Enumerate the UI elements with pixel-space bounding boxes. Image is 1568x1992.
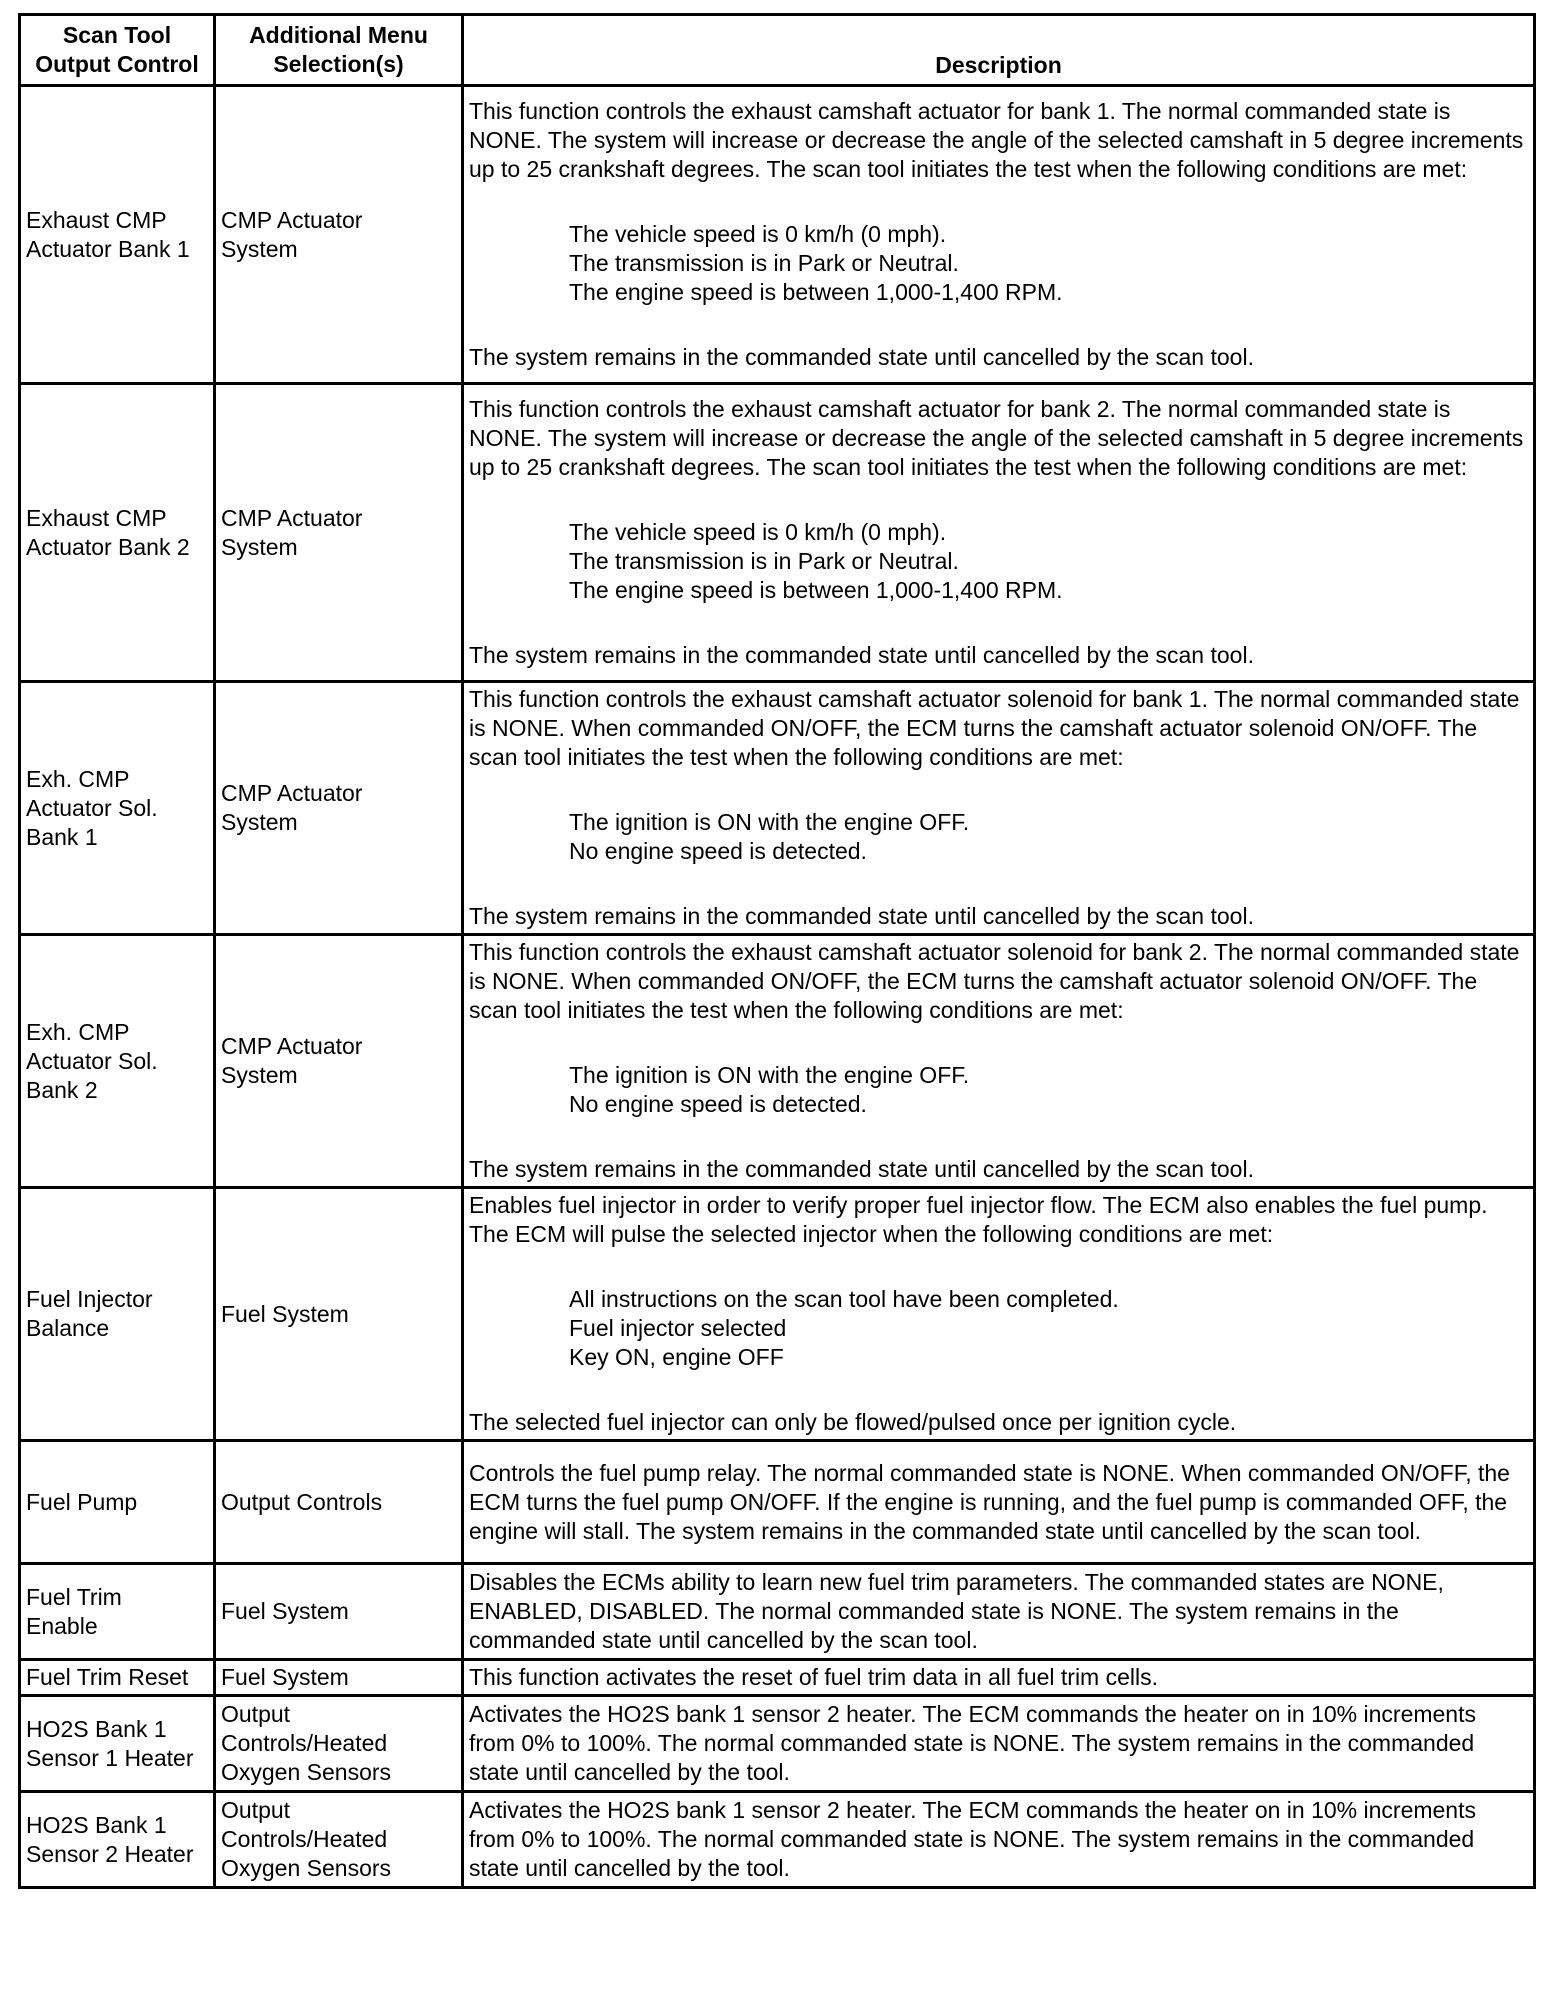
closing-note: The system remains in the commanded state until cancelled by the scan tool. — [469, 1156, 1254, 1182]
description-text: Activates the HO2S bank 1 sensor 2 heater. The ECM commands the heater on in 10% increments from 0% to 100%. The normal commanded state is NONE. The system remains in the commanded state until cancelled by the tool. — [469, 1701, 1476, 1785]
output-control-label-line: Bank 1 — [26, 823, 98, 850]
output-control-label-line: Fuel Injector — [26, 1286, 153, 1312]
conditions-list — [469, 518, 1528, 605]
conditions-list — [469, 220, 1528, 307]
description-cell — [463, 1441, 1535, 1564]
output-control-label-line: Bank 2 — [26, 1076, 98, 1103]
condition-item: The transmission is in Park or Neutral. — [569, 548, 959, 574]
condition-item: Key ON, engine OFF — [569, 1344, 784, 1370]
description-text: Activates the HO2S bank 1 sensor 2 heater. The ECM commands the heater on in 10% increments from 0% to 100%. The normal commanded state is NONE. The system remains in the commanded state until cancelled by the tool. — [469, 1797, 1476, 1881]
menu-selection-label-line: CMP Actuator — [221, 206, 363, 233]
output-control-cell — [20, 935, 215, 1188]
description-text: Enables fuel injector in order to verify proper fuel injector flow. The ECM also enables the fuel pump. The ECM will pulse the selected injector when the following conditions are met: — [469, 1192, 1488, 1247]
header-scan-tool-output-control: Scan Tool Output Control — [20, 15, 215, 86]
output-control-cell — [20, 1564, 215, 1660]
menu-selection-label-line: Controls/Heated — [221, 1826, 388, 1852]
output-control-label-line: Sensor 1 Heater — [26, 1744, 194, 1771]
menu-selection-label-line: System — [221, 1062, 298, 1088]
closing-note: The system remains in the commanded state until cancelled by the scan tool. — [469, 344, 1254, 370]
output-control-label-line: Exh. CMP — [26, 765, 130, 792]
description-cell — [463, 1564, 1535, 1660]
table-row — [20, 1696, 1535, 1792]
description-cell — [463, 935, 1535, 1188]
condition-item: No engine speed is detected. — [569, 1091, 867, 1117]
menu-selection-label-line: Fuel System — [221, 1300, 349, 1327]
menu-selection-label-line: Output — [221, 1797, 291, 1823]
description-text: Controls the fuel pump relay. The normal commanded state is NONE. When commanded ON/OFF, the ECM turns the fuel pump ON/OFF. If the engine is running, and the fuel pump is commanded OFF, the engine will stall. The system remains in the commanded state until cancelled by the scan tool. — [469, 1459, 1510, 1544]
table-row — [20, 1441, 1535, 1564]
description-cell — [463, 1660, 1535, 1696]
header-additional-menu-selections: Additional Menu Selection(s) — [215, 15, 463, 86]
menu-selection-cell — [215, 86, 463, 384]
description-text: This function controls the exhaust camshaft actuator for bank 1. The normal commanded state is NONE. The system will increase or decrease the angle of the selected camshaft in 5 degree increments up to 25 crankshaft degrees. The scan tool initiates the test when the following conditions are met: — [469, 98, 1524, 182]
menu-selection-label-line: Fuel System — [221, 1598, 349, 1624]
closing-note: The selected fuel injector can only be flowed/pulsed once per ignition cycle. — [469, 1409, 1237, 1435]
menu-selection-cell — [215, 1792, 463, 1888]
description-cell — [463, 682, 1535, 935]
output-control-label-line: Fuel Trim — [26, 1583, 122, 1610]
condition-item: The ignition is ON with the engine OFF. — [569, 809, 970, 835]
output-control-cell — [20, 1441, 215, 1564]
header-row — [20, 15, 1535, 86]
table-row — [20, 86, 1535, 384]
condition-item: All instructions on the scan tool have been completed. — [569, 1286, 1119, 1312]
output-control-label-line: Actuator Sol. — [26, 1047, 158, 1074]
menu-selection-label-line: Fuel System — [221, 1664, 349, 1690]
output-control-cell — [20, 1188, 215, 1441]
conditions-list — [469, 1061, 1528, 1119]
output-control-label-line: HO2S Bank 1 — [26, 1811, 167, 1838]
menu-selection-cell — [215, 384, 463, 682]
condition-item: The transmission is in Park or Neutral. — [569, 250, 959, 276]
menu-selection-label-line: Output — [221, 1701, 291, 1727]
description-text: Disables the ECMs ability to learn new fuel trim parameters. The commanded states are NONE, ENABLED, DISABLED. The normal commanded state is NONE. The system remains in the commanded state until cancelled by the scan tool. — [469, 1569, 1444, 1653]
menu-selection-cell — [215, 1696, 463, 1792]
table-row — [20, 1660, 1535, 1696]
menu-selection-label-line: System — [221, 533, 298, 560]
description-text: This function controls the exhaust camshaft actuator solenoid for bank 2. The normal commanded state is NONE. When commanded ON/OFF, the ECM turns the camshaft actuator solenoid ON/OFF. The scan tool initiates the test when the following conditions are met: — [469, 939, 1520, 1023]
closing-note: The system remains in the commanded state until cancelled by the scan tool. — [469, 903, 1254, 929]
menu-selection-label-line: Controls/Heated — [221, 1730, 388, 1756]
table-body — [20, 86, 1535, 1888]
menu-selection-label-line: Oxygen Sensors — [221, 1759, 392, 1785]
output-control-label-line: Sensor 2 Heater — [26, 1840, 194, 1867]
table-row — [20, 935, 1535, 1188]
menu-selection-label-line: CMP Actuator — [221, 1033, 363, 1059]
output-control-label-line: Fuel Trim Reset — [26, 1664, 189, 1690]
menu-selection-cell — [215, 1660, 463, 1696]
menu-selection-cell — [215, 682, 463, 935]
output-control-label-line: Actuator Bank 2 — [26, 533, 190, 560]
output-control-label-line: Exhaust CMP — [26, 206, 167, 233]
condition-item: Fuel injector selected — [569, 1315, 787, 1341]
menu-selection-cell — [215, 1564, 463, 1660]
description-text: This function activates the reset of fuel trim data in all fuel trim cells. — [469, 1664, 1159, 1690]
output-control-cell — [20, 682, 215, 935]
description-cell — [463, 384, 1535, 682]
menu-selection-cell — [215, 935, 463, 1188]
output-control-cell — [20, 1792, 215, 1888]
output-control-cell — [20, 86, 215, 384]
menu-selection-label-line: System — [221, 809, 298, 835]
menu-selection-label-line: System — [221, 235, 298, 262]
description-cell — [463, 1792, 1535, 1888]
scan-tool-output-controls-table — [18, 13, 1536, 1889]
output-control-label-line: Enable — [26, 1612, 98, 1639]
description-cell — [463, 1188, 1535, 1441]
menu-selection-cell — [215, 1441, 463, 1564]
table-row — [20, 682, 1535, 935]
conditions-list — [469, 808, 1528, 866]
output-control-label-line: Actuator Bank 1 — [26, 235, 190, 262]
table-row — [20, 1564, 1535, 1660]
output-control-label-line: Actuator Sol. — [26, 794, 158, 821]
description-text: This function controls the exhaust camshaft actuator for bank 2. The normal commanded state is NONE. The system will increase or decrease the angle of the selected camshaft in 5 degree increments up to 25 crankshaft degrees. The scan tool initiates the test when the following conditions are met: — [469, 396, 1524, 480]
condition-item: No engine speed is detected. — [569, 838, 867, 864]
description-cell — [463, 1696, 1535, 1792]
table-row — [20, 1792, 1535, 1888]
table-row — [20, 384, 1535, 682]
menu-selection-label-line: Oxygen Sensors — [221, 1855, 392, 1881]
condition-item: The ignition is ON with the engine OFF. — [569, 1062, 970, 1088]
output-control-label-line: HO2S Bank 1 — [26, 1715, 167, 1742]
output-control-cell — [20, 384, 215, 682]
menu-selection-label-line: Output Controls — [221, 1488, 383, 1515]
condition-item: The vehicle speed is 0 km/h (0 mph). — [569, 519, 947, 545]
output-control-label-line: Exhaust CMP — [26, 504, 167, 531]
output-control-label-line: Fuel Pump — [26, 1488, 138, 1515]
condition-item: The vehicle speed is 0 km/h (0 mph). — [569, 221, 947, 247]
output-control-label-line: Balance — [26, 1315, 110, 1341]
output-control-label-line: Exh. CMP — [26, 1018, 130, 1045]
conditions-list — [469, 1285, 1528, 1372]
output-control-cell — [20, 1696, 215, 1792]
condition-item: The engine speed is between 1,000-1,400 RPM. — [569, 279, 1063, 305]
header-description: Description — [463, 15, 1535, 86]
condition-item: The engine speed is between 1,000-1,400 RPM. — [569, 577, 1063, 603]
menu-selection-label-line: CMP Actuator — [221, 780, 363, 806]
table-row — [20, 1188, 1535, 1441]
output-control-cell — [20, 1660, 215, 1696]
closing-note: The system remains in the commanded state until cancelled by the scan tool. — [469, 642, 1254, 668]
menu-selection-cell — [215, 1188, 463, 1441]
description-cell — [463, 86, 1535, 384]
menu-selection-label-line: CMP Actuator — [221, 504, 363, 531]
description-text: This function controls the exhaust camshaft actuator solenoid for bank 1. The normal commanded state is NONE. When commanded ON/OFF, the ECM turns the camshaft actuator solenoid ON/OFF. The scan tool initiates the test when the following conditions are met: — [469, 686, 1520, 770]
